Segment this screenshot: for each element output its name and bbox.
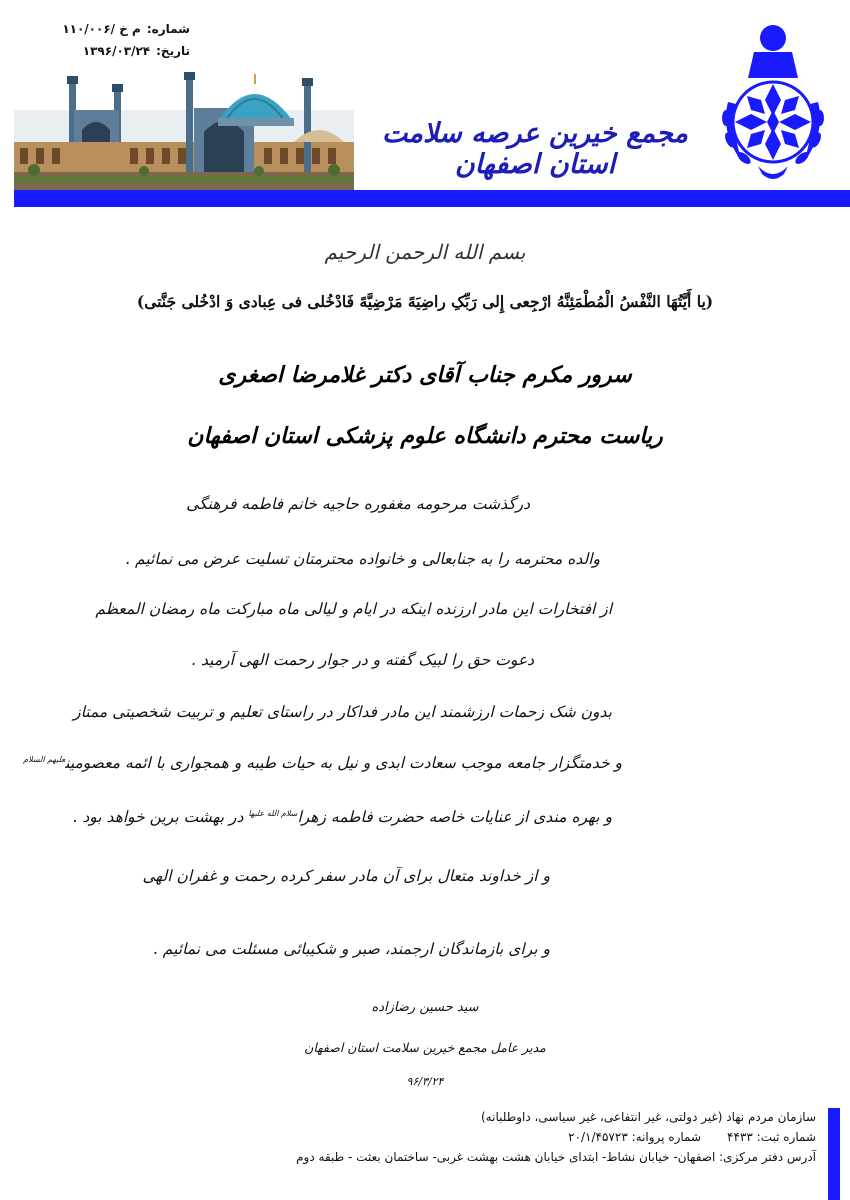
condolence-line-7 <box>73 808 612 826</box>
signatory-name: سید حسین رضازاده <box>371 1000 479 1015</box>
license-number <box>568 1127 701 1147</box>
letter-number-value: ۱۱۰/۰۰۶/ م خ <box>62 22 141 36</box>
letter-number-label: شماره: <box>146 22 190 36</box>
honorific-superscript: علیهم السلام <box>23 754 66 764</box>
condolence-line-1: درگذشت مرحومه مغفوره حاجیه خانم فاطمه فرهنگی <box>186 495 530 513</box>
signatory-title: مدیر عامل مجمع خیرین سلامت استان اصفهان <box>304 1040 546 1055</box>
footer-accent-bar <box>828 1108 840 1200</box>
footer-address: آدرس دفتر مرکزی: اصفهان- خیابان نشاط- ابتدای خیابان هشت بهشت غربی- ساختمان بعثت - طبقه دوم <box>296 1150 816 1164</box>
header-divider-bar <box>14 190 850 207</box>
condolence-line-3: از افتخارات این مادر ارزنده اینکه در ایام و لیالی ماه مبارکت ماه رمضان المعظم <box>95 600 612 618</box>
organization-name: مجمع خیرین عرصه سلامت استان اصفهان <box>382 118 688 180</box>
footer-info <box>296 1107 816 1167</box>
condolence-line-8: و از خداوند متعال برای آن مادر سفر کرده رحمت و غفران الهی <box>142 867 550 885</box>
footer-org-type: سازمان مردم نهاد (غیر دولتی، غیر انتفاعی، غیر سیاسی، داوطلبانه) <box>481 1110 816 1124</box>
license-label: شماره پروانه: <box>631 1130 702 1144</box>
letter-date-row <box>30 40 190 62</box>
condolence-line-7-text-b: در بهشت برین خواهد بود . <box>72 808 244 826</box>
basmala: بسم الله الرحمن الرحیم <box>324 240 526 264</box>
registration-label: شماره ثبت: <box>756 1130 816 1144</box>
charity-emblem-icon <box>714 22 832 190</box>
license-value: ۲۰/۱/۴۵۷۲۳ <box>568 1130 628 1144</box>
addressee-name: سرور مکرم جناب آقای دکتر غلامرضا اصغری <box>218 362 632 388</box>
quran-verse: (یا أَیَّتُهَا النَّفْسُ الْمُطْمَئِنَّهُ ارْجِعی إِلی رَبِّکِ راضِیَهً مَرْضِیَّهً فَادْخُلی فی عِبادی وَ ادْخُلی جَنَّتی) <box>136 292 714 311</box>
registration-number <box>727 1127 816 1147</box>
condolence-line-5: بدون شک زحمات ارزشمند این مادر فداکار در راستای تعلیم و تربیت شخصیتی ممتاز <box>73 703 612 721</box>
mosque-illustration <box>14 70 354 190</box>
letter-date-label: تاریخ: <box>156 44 190 58</box>
condolence-line-4: دعوت حق را لبیک گفته و در جوار رحمت الهی آرمید . <box>191 651 534 669</box>
letter-number-row <box>30 18 190 40</box>
footer-registration-row <box>296 1127 816 1147</box>
condolence-line-9: و برای بازماندگان ارجمند، صبر و شکیبائی مسئلت می نمائیم . <box>152 940 550 958</box>
condolence-line-6-text: و خدمتگزار جامعه موجب سعادت ابدی و نیل به حیات طیبه و همجواری با ائمه معصومین <box>65 754 622 772</box>
document-reference <box>30 18 190 62</box>
signature-date: ۹۶/۳/۲۴ <box>406 1075 444 1088</box>
honorific-superscript: سلام الله علیها <box>248 808 298 818</box>
condolence-line-7-text-a: و بهره مندی از عنایات خاصه حضرت فاطمه زهرا <box>297 808 612 826</box>
condolence-line-2: والده محترمه را به جنابعالی و خانواده محترمتان تسلیت عرض می نمائیم . <box>125 550 600 568</box>
condolence-line-6 <box>23 754 622 772</box>
addressee-title: ریاست محترم دانشگاه علوم پزشکی استان اصفهان <box>187 423 663 449</box>
letter-date-value: ۱۳۹۶/۰۳/۲۴ <box>82 44 151 58</box>
registration-value: ۴۴۳۳ <box>727 1130 753 1144</box>
